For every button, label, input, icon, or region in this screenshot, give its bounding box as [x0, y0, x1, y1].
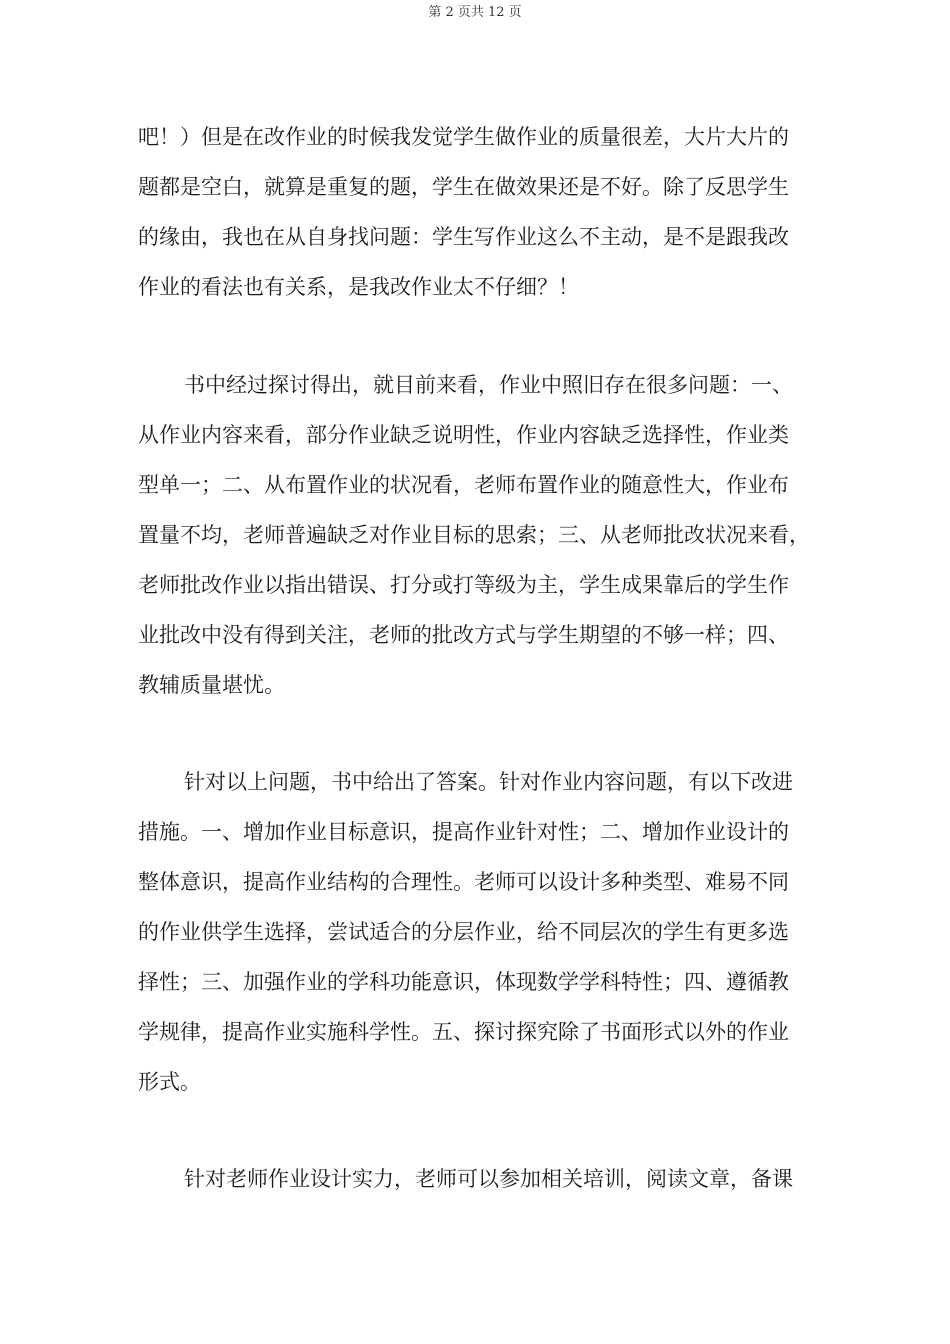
text-line: 型单一；二、从布置作业的状况看，老师布置作业的随意性大，作业布 — [138, 473, 789, 497]
text-line: 针对老师作业设计实力，老师可以参加相关培训，阅读文章，备课 — [184, 1167, 793, 1191]
text-line: 形式。 — [138, 1070, 201, 1094]
text-line: 学规律，提高作业实施科学性。五、探讨探究除了书面形式以外的作业 — [138, 1020, 789, 1044]
text-line: 老师批改作业以指出错误、打分或打等级为主，学生成果靠后的学生作 — [138, 573, 789, 597]
paragraph-teacher-ability — [138, 1154, 818, 1204]
text-line: 的作业供学生选择，尝试适合的分层作业，给不同层次的学生有更多选 — [138, 920, 789, 944]
paragraph-measures — [138, 757, 818, 1107]
text-line: 措施。一、增加作业目标意识，提高作业针对性；二、增加作业设计的 — [138, 820, 789, 844]
paragraph-problems — [138, 360, 818, 710]
paragraph-continuation — [138, 112, 818, 312]
text-line: 针对以上问题，书中给出了答案。针对作业内容问题，有以下改进 — [184, 770, 793, 794]
text-line: 置量不均，老师普遍缺乏对作业目标的思索；三、从老师批改状况来看， — [138, 523, 810, 547]
text-line: 整体意识，提高作业结构的合理性。老师可以设计多种类型、难易不同 — [138, 870, 789, 894]
page-number-header: 第 2 页共 12 页 — [428, 5, 522, 20]
text-line: 择性；三、加强作业的学科功能意识，体现数学学科特性；四、遵循教 — [138, 970, 789, 994]
text-line: 吧！）但是在改作业的时候我发觉学生做作业的质量很差，大片大片的 — [138, 125, 789, 149]
text-line: 业批改中没有得到关注，老师的批改方式与学生期望的不够一样；四、 — [138, 623, 789, 647]
text-line: 题都是空白，就算是重复的题，学生在做效果还是不好。除了反思学生 — [138, 175, 789, 199]
text-line: 从作业内容来看，部分作业缺乏说明性，作业内容缺乏选择性，作业类 — [138, 423, 789, 447]
text-line: 的缘由，我也在从自身找问题：学生写作业这么不主动，是不是跟我改 — [138, 225, 789, 249]
text-line: 书中经过探讨得出，就目前来看，作业中照旧存在很多问题：一、 — [184, 373, 793, 397]
text-line: 作业的看法也有关系，是我改作业太不仔细？！ — [138, 275, 579, 299]
text-line: 教辅质量堪忧。 — [138, 673, 285, 697]
